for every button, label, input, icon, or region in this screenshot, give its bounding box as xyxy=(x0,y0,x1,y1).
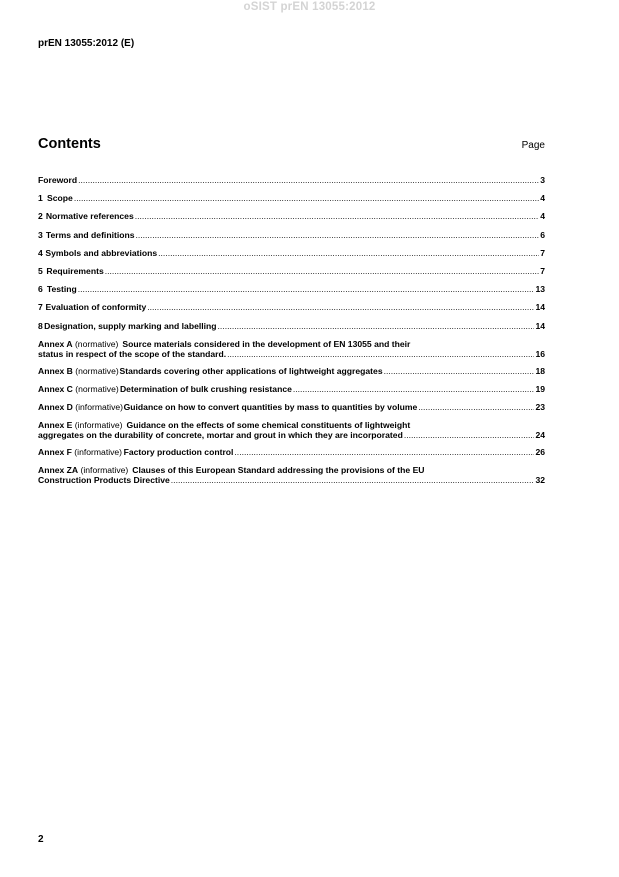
toc-entry-requirements[interactable] xyxy=(38,266,545,276)
annex-title-line1: Clauses of this European Standard addressing the provisions of the EU xyxy=(132,465,425,476)
toc-entry-title: Designation, supply marking and labelling xyxy=(44,320,217,331)
annex-kind: (informative) xyxy=(75,402,124,413)
toc-entry-title: Testing xyxy=(46,284,77,295)
annex-title: Guidance on how to convert quantities by mass to quantities by volume xyxy=(123,402,418,413)
toc-entry-page: 14 xyxy=(535,302,545,313)
annex-title-line1: Source materials considered in the development of EN 13055 and their xyxy=(122,338,411,349)
toc-entry-annex-a[interactable] xyxy=(38,339,545,359)
annex-label: Annex B xyxy=(38,365,73,376)
toc-entry-page: 13 xyxy=(535,284,545,295)
toc-entry-number: 4 xyxy=(38,247,43,258)
toc-entry-terms-and-definitions[interactable] xyxy=(38,230,545,240)
toc-entry-title: Requirements xyxy=(46,265,104,276)
annex-label: Annex F xyxy=(38,447,72,458)
watermark: oSIST prEN 13055:2012 xyxy=(243,1,376,13)
dot-leader xyxy=(218,321,535,331)
toc-entry-title: Scope xyxy=(47,193,73,204)
toc-entry-symbols-and-abbreviations[interactable] xyxy=(38,248,545,258)
dot-leader xyxy=(74,193,539,203)
toc-entry-annex-b[interactable] xyxy=(38,366,545,376)
dot-leader xyxy=(147,302,534,312)
toc-entry-normative-references[interactable] xyxy=(38,211,545,221)
annex-title: Determination of bulk crushing resistance xyxy=(119,383,292,394)
toc-entry-page: 7 xyxy=(540,247,545,258)
toc-entry-title: Terms and definitions xyxy=(45,229,135,240)
toc-entry-number: 8 xyxy=(38,320,43,331)
annex-kind: (informative) xyxy=(74,420,123,431)
annex-kind: (informative) xyxy=(80,465,129,476)
toc-entry-number: 6 xyxy=(38,284,43,295)
contents-heading: Contents xyxy=(38,136,101,152)
page-number: 2 xyxy=(38,834,44,845)
annex-kind: (informative) xyxy=(74,447,123,458)
toc-entry-annex-d[interactable] xyxy=(38,402,545,412)
dot-leader xyxy=(135,211,539,221)
document-id: prEN 13055:2012 (E) xyxy=(38,38,135,49)
toc-entry-title: Symbols and abbreviations xyxy=(45,247,158,258)
toc-entry-title: Evaluation of conformity xyxy=(45,302,147,313)
annex-label: Annex D xyxy=(38,402,73,413)
annex-title: Factory production control xyxy=(123,447,234,458)
dot-leader xyxy=(78,284,535,294)
page-column-label: Page xyxy=(521,140,545,151)
toc-entry-page: 4 xyxy=(540,193,545,204)
toc-entry-number: 2 xyxy=(38,211,43,222)
toc-entry-page: 23 xyxy=(535,402,545,413)
annex-label: Annex C xyxy=(38,383,73,394)
toc-entry-page: 19 xyxy=(535,383,545,394)
annex-title-line1: Guidance on the effects of some chemical constituents of lightweight xyxy=(126,420,411,431)
toc-entry-title: Foreword xyxy=(38,175,78,185)
toc-entry-annex-za[interactable] xyxy=(38,465,545,485)
dot-leader xyxy=(171,475,535,485)
annex-label: Annex ZA xyxy=(38,465,79,476)
toc-entry-title: Normative references xyxy=(45,211,134,222)
annex-kind: (normative) xyxy=(75,383,119,394)
annex-kind: (normative) xyxy=(74,338,119,349)
toc-entry-designation[interactable] xyxy=(38,321,545,331)
dot-leader xyxy=(135,230,539,240)
annex-label: Annex A xyxy=(38,338,73,349)
toc-entry-page: 3 xyxy=(540,175,545,185)
annex-kind: (normative) xyxy=(75,365,119,376)
dot-leader xyxy=(404,430,535,440)
toc-entry-page: 16 xyxy=(535,348,545,359)
toc-entry-page: 32 xyxy=(535,475,545,486)
toc-entry-page: 7 xyxy=(540,265,545,276)
toc-entry-number: 7 xyxy=(38,302,43,313)
dot-leader xyxy=(227,349,534,359)
toc-entry-annex-e[interactable] xyxy=(38,420,545,440)
annex-title-line2: aggregates on the durability of concrete, mortar and grout in which they are incorporated xyxy=(38,430,403,441)
dot-leader xyxy=(234,447,534,457)
dot-leader xyxy=(158,248,539,258)
toc-entry-testing[interactable] xyxy=(38,284,545,294)
toc-entry-page: 24 xyxy=(535,430,545,441)
toc-entry-annex-f[interactable] xyxy=(38,447,545,457)
toc-entry-page: 26 xyxy=(535,447,545,458)
toc-entry-number: 3 xyxy=(38,229,43,240)
toc-entry-annex-c[interactable] xyxy=(38,384,545,394)
toc-entry-scope[interactable] xyxy=(38,193,545,203)
table-of-contents xyxy=(38,175,545,492)
toc-entry-page: 6 xyxy=(540,229,545,240)
dot-leader xyxy=(418,402,534,412)
toc-entry-foreword[interactable] xyxy=(38,175,545,185)
annex-title-line2: status in respect of the scope of the standard. xyxy=(38,348,227,359)
annex-label: Annex E xyxy=(38,420,73,431)
dot-leader xyxy=(293,384,535,394)
annex-title-line2: Construction Products Directive xyxy=(38,475,170,486)
annex-title: Standards covering other applications of lightweight aggregates xyxy=(119,365,383,376)
dot-leader xyxy=(105,266,539,276)
toc-entry-number: 1 xyxy=(38,193,43,204)
toc-entry-page: 4 xyxy=(540,211,545,222)
toc-entry-number: 5 xyxy=(38,265,43,276)
toc-entry-page: 18 xyxy=(535,365,545,376)
toc-entry-evaluation-of-conformity[interactable] xyxy=(38,302,545,312)
toc-entry-page: 14 xyxy=(535,320,545,331)
dot-leader xyxy=(78,175,539,185)
dot-leader xyxy=(384,366,535,376)
